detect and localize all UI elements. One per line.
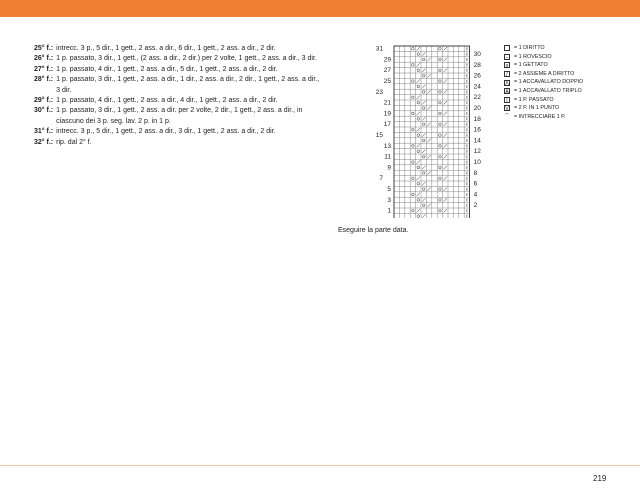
assieme-mark (417, 209, 420, 212)
assieme-mark (417, 79, 420, 82)
gettato-mark (422, 74, 425, 77)
row-label-right: 30 (473, 51, 481, 58)
assieme-mark (444, 69, 447, 72)
legend-item-passato: I = 1 P. PASSATO (504, 96, 583, 105)
gettato-mark (439, 199, 442, 202)
assieme-mark (427, 171, 430, 174)
assieme-mark (417, 96, 420, 99)
assieme-mark (444, 90, 447, 93)
assieme-mark (422, 85, 425, 88)
gettato-mark (422, 204, 425, 207)
gettato-mark (422, 58, 425, 61)
gettato-mark (439, 80, 442, 83)
assieme-mark (444, 112, 447, 115)
row-label-left: 31 (375, 45, 383, 53)
gettato-mark (422, 91, 425, 94)
gettato-mark (417, 53, 420, 56)
chart-caption: Eseguire la parte data. (338, 227, 409, 234)
assieme-mark (444, 187, 447, 190)
assieme-mark (427, 90, 430, 93)
top-accent-bar (0, 0, 640, 17)
row-label-right: 12 (473, 148, 481, 156)
row-label-right: 2 (473, 202, 478, 210)
legend-item-intrecciare: ⌒ = INTRECCIARE 1 P. (504, 113, 566, 121)
gettato-mark (439, 166, 442, 169)
knitting-chart (334, 40, 494, 218)
assieme-mark (417, 144, 420, 147)
row-label-left: 7 (379, 175, 383, 183)
gettato-mark (417, 150, 420, 153)
gettato-mark (417, 101, 420, 104)
row-label-right: 20 (473, 105, 481, 112)
gettato-mark (417, 69, 420, 72)
legend-item-rovescio: – = 1 ROVESCIO (505, 53, 552, 61)
assieme-mark (444, 101, 447, 104)
assieme-mark (417, 177, 420, 180)
row-instructions (34, 44, 320, 148)
gettato-mark (422, 123, 425, 126)
gettato-mark (417, 85, 420, 88)
gettato-mark (412, 64, 415, 67)
legend-item-accavallato-triplo: Ѧ = 1 ACCAVALLATO TRIPLO (505, 87, 582, 96)
gettato-mark (439, 145, 442, 148)
gettato-mark (422, 188, 425, 191)
assieme-mark (444, 79, 447, 82)
assieme-mark (444, 133, 447, 136)
gettato-mark (439, 134, 442, 137)
legend-item-diritto: = 1 DIRITTO (504, 44, 583, 53)
assieme-mark (427, 58, 430, 61)
assieme-mark (422, 214, 425, 217)
row-label-left: 25 (383, 78, 391, 85)
assieme-mark (444, 144, 447, 147)
row-label-left: 15 (375, 132, 383, 139)
gettato-mark (439, 177, 442, 180)
gettato-mark (439, 91, 442, 94)
gettato-mark (422, 107, 425, 110)
gettato-mark (412, 209, 415, 212)
assieme-mark (427, 106, 430, 109)
row-label-right: 24 (473, 83, 481, 91)
assieme-mark (444, 198, 447, 201)
assieme-mark (422, 52, 425, 55)
gettato-mark (417, 215, 420, 218)
legend-item-assieme: / = 2 ASSIEME A DIRITTO (504, 70, 583, 79)
instruction-row-26: 26° f.: 1 p. passato, 3 dir., 1 gett., (2 ass. a dir., 2 dir.) per 2 volte, 1 gett., 2 ass. a dir., 3 dir. (34, 55, 317, 63)
gettato-mark (412, 47, 415, 50)
instruction-row-29: 29° f.: 1 p. passato, 4 dir., 1 gett., 2 ass. a dir., 4 dir., 1 gett., 2 ass. a dir., 2 dir. (34, 97, 278, 105)
gettato-mark (412, 145, 415, 148)
gettato-mark (412, 96, 415, 99)
gettato-mark (412, 128, 415, 131)
instruction-row-30: 30° f.: 1 p. passato, 3 dir., 1 gett., 2 ass. a dir. per 2 volte, 2 dir., 1 gett., 2 ass. a dir., in ciascuno dei 3 p. seg. lav. 2 p. in 1 p. (34, 107, 303, 125)
gettato-mark (439, 123, 442, 126)
instruction-row-25: 25° f.: intrecc. 3 p., 5 dir., 1 gett., 2 ass. a dir., 6 dir., 1 gett., 2 ass. a dir., 2 dir. (34, 45, 276, 52)
gettato-mark (439, 47, 442, 50)
row-label-right: 18 (473, 115, 481, 123)
gettato-mark (417, 199, 420, 202)
assieme-mark (444, 155, 447, 158)
gettato-mark (439, 209, 442, 212)
row-label-left: 13 (383, 142, 391, 150)
gettato-mark (439, 112, 442, 115)
assieme-mark (444, 166, 447, 169)
assieme-mark (417, 128, 420, 131)
gettato-mark (439, 58, 442, 61)
gettato-mark (412, 80, 415, 83)
instruction-row-32: 32° f.: rip. dal 2° f. (34, 138, 92, 146)
assieme-mark (417, 112, 420, 115)
gettato-mark (412, 193, 415, 196)
instruction-row-27: 27° f.: 1 p. passato, 4 dir., 1 gett., 2 ass. a dir., 5 dir., 1 gett., 2 ass. a dir., 2 dir. (34, 65, 278, 73)
legend-item-accavallato-doppio: Λ = 1 ACCAVALLATO DOPPIO (505, 79, 584, 87)
row-label-left: 19 (383, 110, 391, 118)
gettato-mark (439, 69, 442, 72)
assieme-mark (427, 74, 430, 77)
legend-item-2-in-1: V = 2 P. IN 1 PUNTO (505, 105, 560, 113)
assieme-mark (417, 193, 420, 196)
assieme-mark (422, 117, 425, 120)
legend-item-gettato: o = 1 GETTATO (505, 62, 548, 70)
assieme-mark (444, 123, 447, 126)
row-label-right: 10 (473, 159, 481, 166)
row-label-right: 28 (473, 61, 481, 69)
row-label-right: 4 (473, 191, 478, 199)
gettato-mark (417, 118, 420, 121)
assieme-mark (427, 187, 430, 190)
row-label-right: 16 (473, 126, 481, 134)
page-number: 219 (593, 474, 607, 483)
assieme-mark (417, 63, 420, 66)
row-label-right: 26 (473, 72, 481, 80)
assieme-mark (444, 209, 447, 212)
assieme-mark (417, 160, 420, 163)
gettato-mark (422, 172, 425, 175)
instruction-row-31: 31° f.: intrecc. 3 p., 5 dir., 1 gett., 2 ass. a dir., 3 dir., 1 gett., 2 ass. a dir., 2 dir. (34, 128, 276, 136)
gettato-mark (417, 166, 420, 169)
gettato-mark (417, 134, 420, 137)
instruction-row-28: 28° f.: 1 p. passato, 3 dir., 1 gett., 2 ass. a dir., 1 dir., 2 ass. a dir., 2 dir., 1 gett., 2 ass. a dir., 3 dir. (34, 76, 320, 94)
assieme-mark (417, 47, 420, 50)
gettato-mark (412, 112, 415, 115)
assieme-mark (444, 177, 447, 180)
assieme-mark (422, 101, 425, 104)
gettato-mark (439, 155, 442, 158)
gettato-mark (422, 139, 425, 142)
row-label-right: 6 (473, 180, 478, 188)
assieme-mark (422, 150, 425, 153)
row-label-left: 3 (387, 196, 391, 204)
gettato-mark (439, 188, 442, 191)
gettato-mark (422, 155, 425, 158)
row-label-left: 1 (387, 207, 391, 215)
assieme-mark (422, 198, 425, 201)
assieme-mark (422, 133, 425, 136)
row-label-left: 11 (384, 153, 391, 161)
assieme-mark (427, 155, 430, 158)
gettato-mark (412, 177, 415, 180)
row-label-right: 22 (473, 94, 481, 102)
row-label-left: 17 (383, 121, 391, 129)
assieme-mark (444, 58, 447, 61)
assieme-mark (427, 123, 430, 126)
assieme-mark (427, 204, 430, 207)
gettato-mark (417, 182, 420, 185)
assieme-mark (422, 166, 425, 169)
row-label-left: 27 (383, 67, 391, 75)
row-label-left: 29 (383, 56, 391, 64)
row-label-left: 9 (387, 164, 391, 172)
assieme-mark (427, 139, 430, 142)
row-label-left: 23 (375, 88, 383, 96)
gettato-mark (412, 161, 415, 164)
assieme-mark (422, 69, 425, 72)
row-label-left: 5 (387, 186, 391, 193)
row-label-right: 8 (473, 169, 478, 177)
gettato-mark (439, 101, 442, 104)
chart-legend (504, 44, 583, 121)
assieme-mark (422, 182, 425, 185)
row-label-right: 14 (473, 137, 481, 145)
footer-rule (0, 465, 640, 466)
assieme-mark (444, 47, 447, 50)
row-label-left: 21 (383, 99, 391, 107)
